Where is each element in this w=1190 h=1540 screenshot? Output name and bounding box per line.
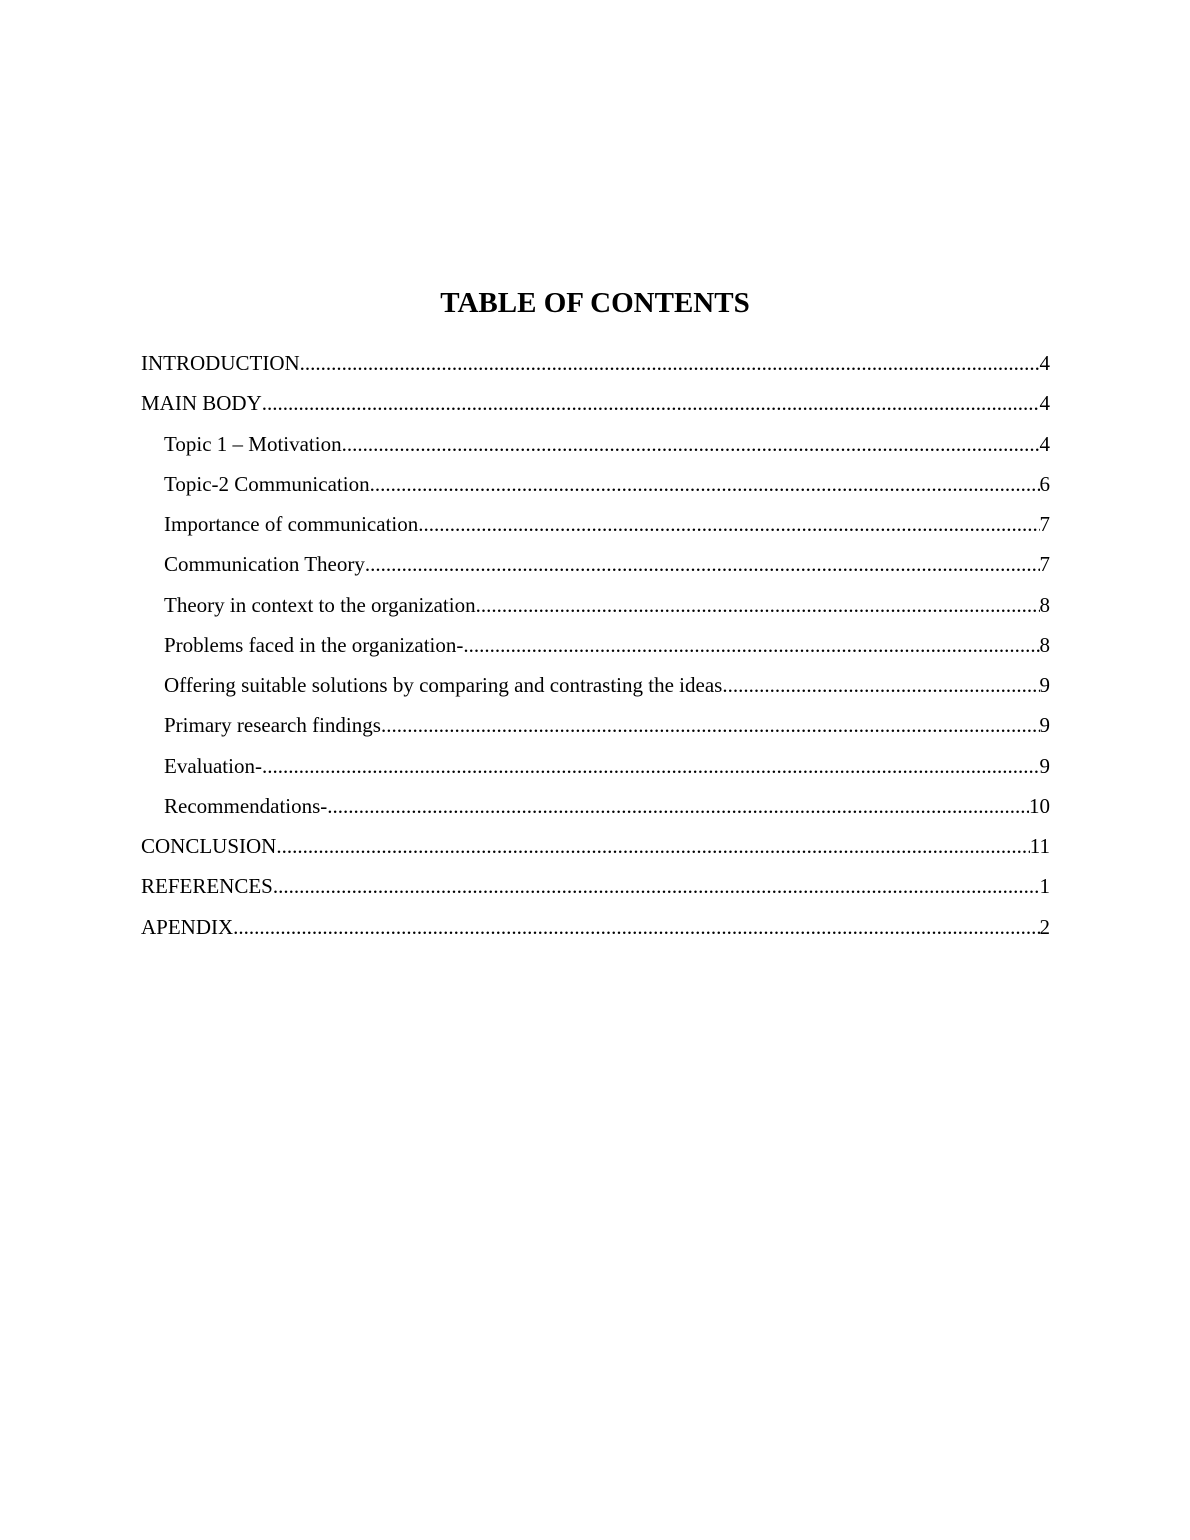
toc-leader-dots — [327, 790, 1029, 822]
toc-entry-label: Topic-2 Communication — [164, 471, 370, 496]
toc-leader-dots — [381, 709, 1040, 741]
toc-leader-dots — [722, 669, 1039, 701]
toc-leader-dots — [463, 629, 1039, 661]
toc-entry-label: Offering suitable solutions by comparing and contrasting the ideas — [164, 673, 723, 697]
toc-page-number: 7 — [1039, 512, 1050, 536]
toc-page-number: 9 — [1039, 673, 1050, 697]
toc-page-number: 7 — [1039, 552, 1050, 577]
toc-entry-label: Importance of communication — [164, 512, 419, 536]
toc-leader-dots — [262, 750, 1040, 782]
toc-title: TABLE OF CONTENTS — [440, 287, 750, 319]
toc-leader-dots — [233, 911, 1039, 943]
toc-entry-label: INTRODUCTION — [141, 351, 300, 375]
toc-entry-theory-in-context[interactable] — [141, 589, 1050, 629]
toc-page-number: 6 — [1039, 471, 1050, 496]
toc-entry-recommendations[interactable] — [141, 790, 1050, 830]
toc-page-number: 2 — [1039, 914, 1050, 939]
toc-leader-dots — [262, 387, 1040, 419]
toc-leader-dots — [370, 468, 1040, 500]
toc-entry-topic-2-communication[interactable] — [141, 468, 1050, 508]
toc-entry-evaluation[interactable] — [141, 750, 1050, 790]
toc-list — [141, 347, 1050, 951]
toc-leader-dots — [276, 830, 1029, 862]
toc-page-number: 11 — [1029, 834, 1050, 858]
toc-entry-topic-1-motivation[interactable] — [141, 428, 1050, 468]
toc-leader-dots — [342, 428, 1040, 460]
toc-leader-dots — [365, 548, 1040, 580]
toc-entry-label: Topic 1 – Motivation — [164, 431, 342, 456]
toc-page-number: 9 — [1039, 753, 1050, 778]
toc-entry-importance-of-communication[interactable] — [141, 508, 1050, 548]
toc-entry-problems-faced[interactable] — [141, 629, 1050, 669]
toc-page-number: 8 — [1039, 592, 1050, 617]
toc-entry-label: Theory in context to the organization — [164, 592, 476, 617]
toc-page-number: 4 — [1039, 431, 1050, 456]
toc-leader-dots — [418, 508, 1039, 540]
toc-page-number: 4 — [1039, 391, 1050, 416]
toc-entry-label: CONCLUSION — [141, 834, 277, 858]
toc-entry-label: Recommendations- — [164, 793, 328, 818]
toc-entry-offering-suitable-solutions[interactable] — [141, 669, 1050, 709]
toc-entry-label: MAIN BODY — [141, 391, 262, 416]
toc-page-number: 10 — [1029, 793, 1050, 818]
toc-entry-label: Evaluation- — [164, 753, 262, 778]
toc-entry-label: REFERENCES — [141, 874, 273, 899]
toc-page-number: 8 — [1039, 632, 1050, 657]
toc-page-number: 1 — [1039, 874, 1050, 899]
toc-entry-label: APENDIX — [141, 914, 234, 939]
toc-entry-conclusion[interactable] — [141, 830, 1050, 870]
toc-entry-communication-theory[interactable] — [141, 548, 1050, 588]
toc-entry-introduction[interactable] — [141, 347, 1050, 387]
toc-leader-dots — [273, 870, 1040, 902]
toc-entry-label: Communication Theory — [164, 552, 365, 577]
toc-entry-main-body[interactable] — [141, 387, 1050, 427]
toc-page-number: 4 — [1039, 351, 1050, 375]
toc-page-number: 9 — [1039, 713, 1050, 738]
toc-entry-primary-research-findings[interactable] — [141, 709, 1050, 749]
toc-leader-dots — [300, 347, 1040, 379]
toc-entry-apendix[interactable] — [141, 911, 1050, 951]
toc-entry-label: Problems faced in the organization- — [164, 632, 464, 657]
toc-entry-references[interactable] — [141, 870, 1050, 910]
toc-entry-label: Primary research findings — [164, 713, 381, 738]
toc-leader-dots — [476, 589, 1040, 621]
